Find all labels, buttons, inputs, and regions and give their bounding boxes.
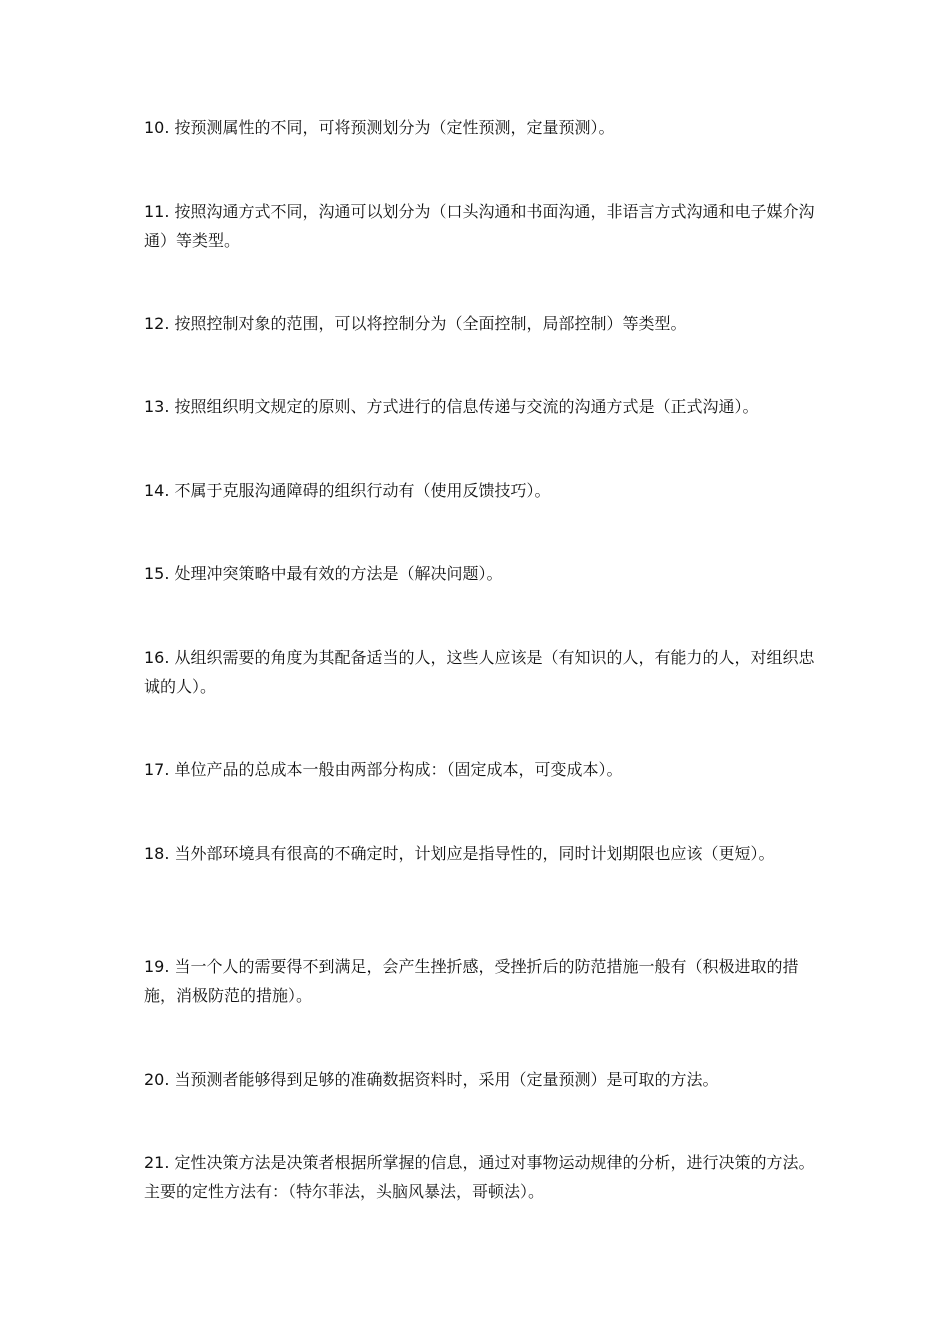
question-item-13: 13. 按照组织明文规定的原则、方式进行的信息传递与交流的沟通方式是（正式沟通）。	[144, 397, 759, 416]
question-item-19: 19. 当一个人的需要得不到满足，会产生挫折感，受挫折后的防范措施一般有（积极进取的措施，消极防范的措施）。	[144, 957, 799, 1005]
question-item-16: 16. 从组织需要的角度为其配备适当的人，这些人应该是（有知识的人，有能力的人，对组织忠诚的人）。	[144, 648, 815, 696]
question-item-15: 15. 处理冲突策略中最有效的方法是（解决问题）。	[144, 564, 503, 583]
question-item-18: 18. 当外部环境具有很高的不确定时，计划应是指导性的，同时计划期限也应该（更短）。	[144, 844, 775, 863]
question-item-20: 20. 当预测者能够得到足够的准确数据资料时，采用（定量预测）是可取的方法。	[144, 1070, 719, 1089]
question-item-21: 21. 定性决策方法是决策者根据所掌握的信息，通过对事物运动规律的分析，进行决策的方法。主要的定性方法有：（特尔菲法，头脑风暴法，哥顿法）。	[144, 1153, 815, 1201]
question-item-11: 11. 按照沟通方式不同，沟通可以划分为（口头沟通和书面沟通，非语言方式沟通和电子媒介沟通）等类型。	[144, 202, 815, 250]
question-item-10: 10. 按预测属性的不同，可将预测划分为（定性预测，定量预测）。	[144, 118, 615, 137]
question-item-17: 17. 单位产品的总成本一般由两部分构成：（固定成本，可变成本）。	[144, 760, 623, 779]
question-item-14: 14. 不属于克服沟通障碍的组织行动有（使用反馈技巧）。	[144, 481, 551, 500]
question-item-12: 12. 按照控制对象的范围，可以将控制分为（全面控制，局部控制）等类型。	[144, 314, 687, 333]
